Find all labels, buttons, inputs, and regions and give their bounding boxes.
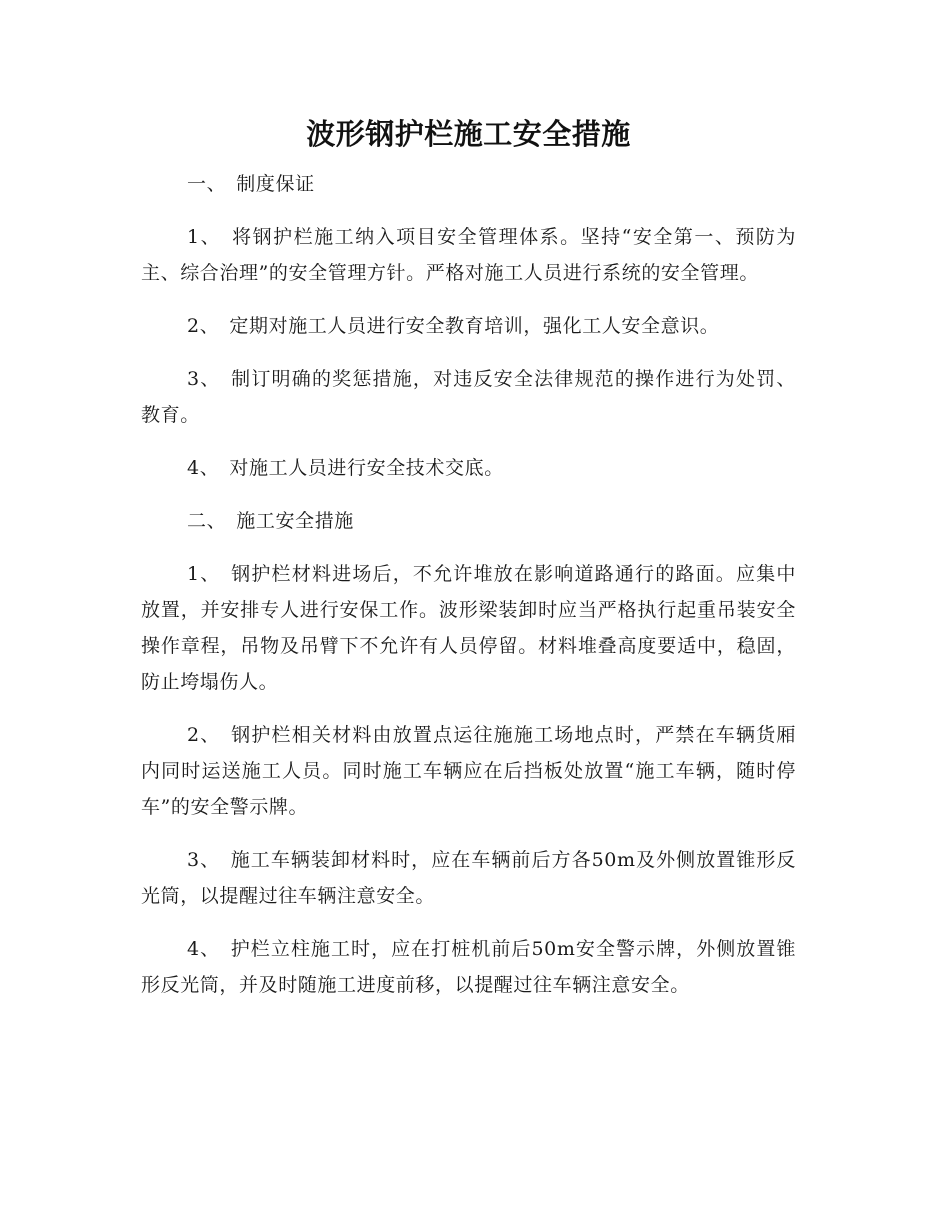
paragraph: 3、 制订明确的奖惩措施，对违反安全法律规范的操作进行为处罚、教育。 xyxy=(141,368,796,426)
document-title: 波形钢护栏施工安全措施 xyxy=(306,117,631,151)
section-heading: 二、 施工安全措施 xyxy=(187,510,354,532)
section-heading: 一、 制度保证 xyxy=(187,173,315,195)
section-construction-safety-measures xyxy=(141,503,796,1003)
paragraph: 1、 将钢护栏施工纳入项目安全管理体系。坚持“安全第一、预防为主、综合治理”的安全管理方针。严格对施工人员进行系统的安全管理。 xyxy=(141,226,796,284)
paragraph: 2、 定期对施工人员进行安全教育培训，强化工人安全意识。 xyxy=(187,315,720,337)
paragraph: 4、 护栏立柱施工时，应在打桩机前后50m安全警示牌，外侧放置锥形反光筒，并及时随施工进度前移，以提醒过往车辆注意安全。 xyxy=(141,938,796,996)
section-system-guarantee xyxy=(141,166,796,486)
paragraph: 2、 钢护栏相关材料由放置点运往施施工场地点时，严禁在车辆货厢内同时运送施工人员。同时施工车辆应在后挡板处放置“施工车辆，随时停车”的安全警示牌。 xyxy=(141,724,796,818)
document-page xyxy=(141,108,796,1020)
paragraph: 4、 对施工人员进行安全技术交底。 xyxy=(187,457,504,479)
paragraph: 1、 钢护栏材料进场后，不允许堆放在影响道路通行的路面。应集中放置，并安排专人进行安保工作。波形梁装卸时应当严格执行起重吊装安全操作章程，吊物及吊臂下不允许有人员停留。材料堆叠高度要适中，稳固，防止垮塌伤人。 xyxy=(141,563,796,693)
paragraph: 3、 施工车辆装卸材料时，应在车辆前后方各50m及外侧放置锥形反光筒，以提醒过往车辆注意安全。 xyxy=(141,849,796,907)
